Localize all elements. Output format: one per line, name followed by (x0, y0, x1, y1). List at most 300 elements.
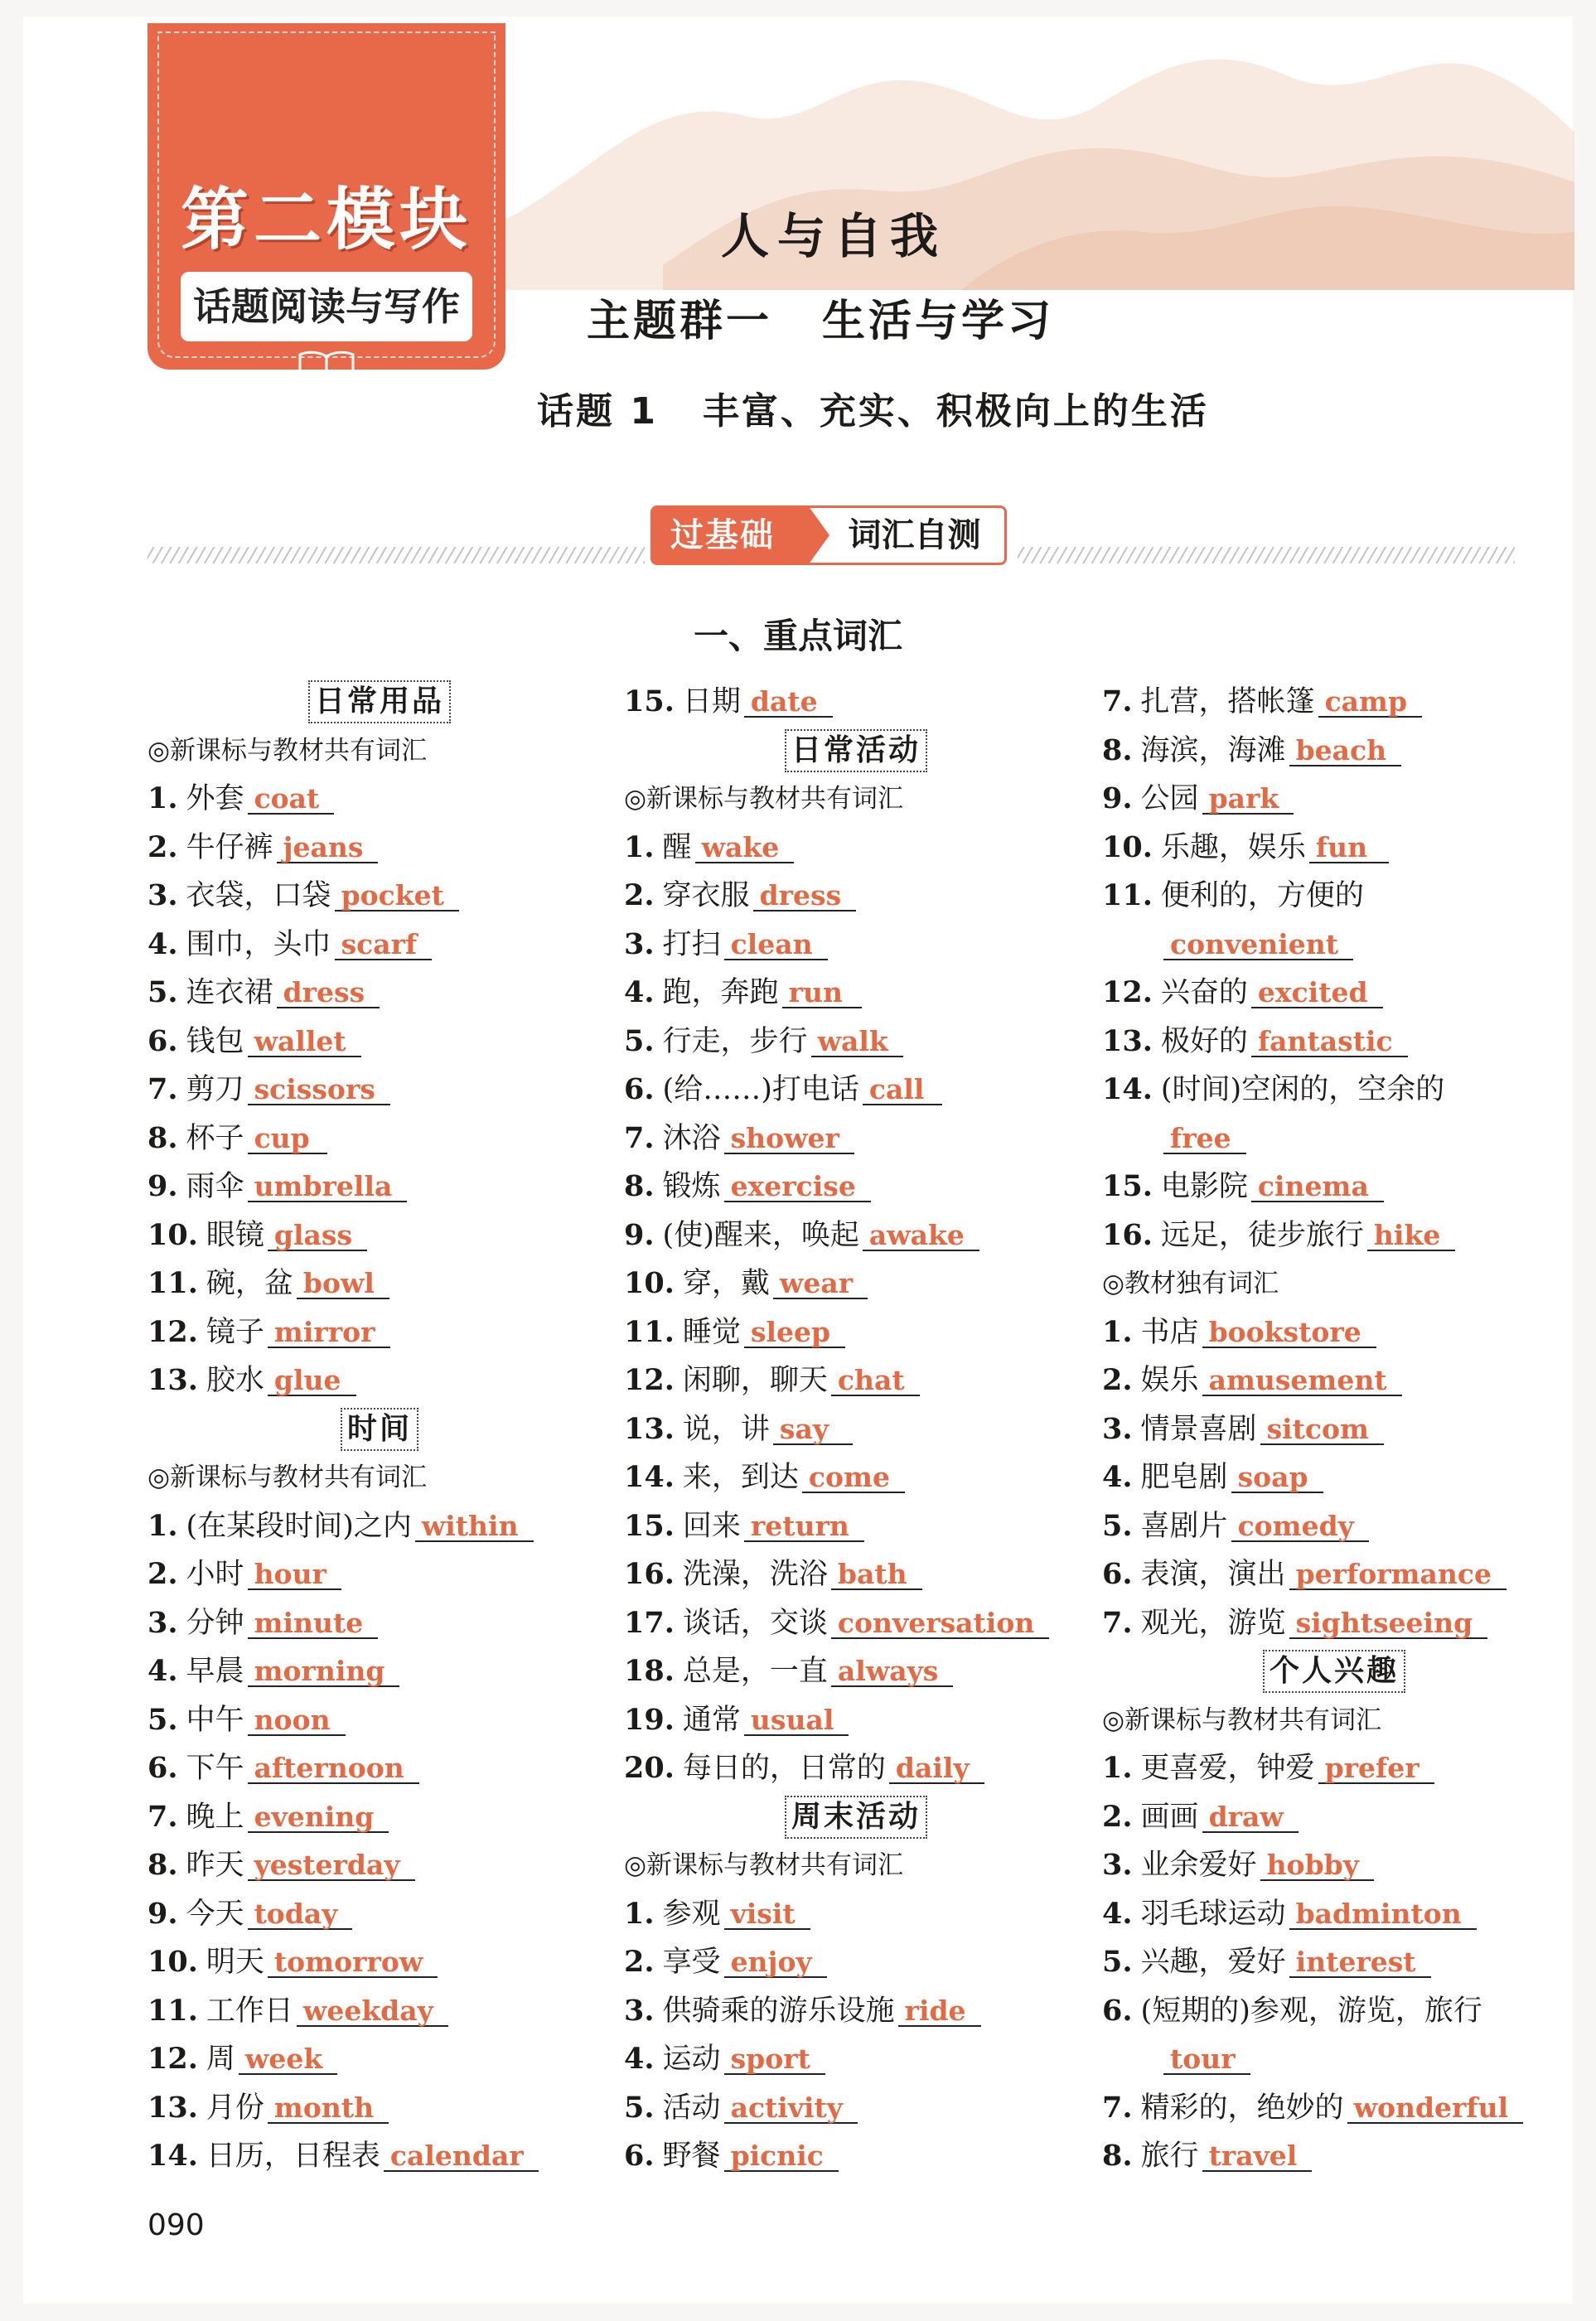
vocab-answer[interactable]: within (415, 1512, 534, 1542)
vocab-answer[interactable]: soap (1231, 1463, 1323, 1493)
vocab-chinese: 行走，步行 (662, 1024, 808, 1058)
vocab-item (148, 1793, 612, 1842)
vocab-chinese: 兴趣，爱好 (1140, 1946, 1286, 1979)
vocab-answer-continuation (1102, 921, 1566, 970)
vocab-number: 8. (148, 1120, 178, 1155)
vocab-answer[interactable]: come (802, 1463, 905, 1493)
vocab-answer[interactable]: wear (773, 1269, 868, 1299)
vocab-item (148, 1308, 612, 1357)
vocab-number: 13. (148, 2090, 198, 2125)
vocab-chinese: 极好的 (1160, 1024, 1248, 1058)
vocab-item (624, 2084, 1088, 2133)
vocab-answer[interactable]: jeans (277, 834, 379, 863)
vocab-item (148, 1163, 612, 1211)
vocab-answer[interactable]: return (744, 1512, 864, 1542)
vocab-item (1102, 1987, 1566, 2036)
vocab-chinese: (时间)空闲的，空余的 (1160, 1073, 1445, 1106)
vocab-answer[interactable]: ride (898, 1997, 981, 2027)
vocab-number: 8. (1102, 2139, 1133, 2173)
mountain-landscape-illustration (497, 17, 1574, 290)
vocab-number: 13. (148, 1363, 198, 1397)
banner-left-label: 过基础 (650, 505, 808, 565)
vocab-number: 6. (624, 2139, 655, 2173)
vocab-item (1102, 1890, 1566, 1939)
vocab-item (148, 2084, 612, 2133)
vocab-answer[interactable]: sitcom (1260, 1415, 1384, 1445)
vocab-item (624, 1356, 1088, 1405)
vocab-item (1102, 1938, 1566, 1987)
vocab-number: 5. (148, 1702, 178, 1737)
vocab-answer[interactable]: hour (248, 1560, 341, 1590)
vocab-answer[interactable]: today (248, 1900, 353, 1930)
vocab-number: 4. (148, 926, 178, 961)
vocab-number: 3. (148, 1605, 178, 1640)
vocab-item (148, 1599, 612, 1648)
vocab-answer[interactable]: tour (1163, 2045, 1250, 2075)
vocab-answer[interactable]: interest (1289, 1948, 1431, 1978)
vocab-answer[interactable]: bowl (297, 1269, 389, 1299)
vocab-number: 16. (624, 1557, 675, 1591)
vocab-chinese: 工作日 (206, 1994, 293, 2028)
vocab-chinese: 更喜爱，钟爱 (1140, 1752, 1315, 1785)
vocab-answer[interactable]: tomorrow (268, 1948, 438, 1978)
vocab-item (1102, 1502, 1566, 1551)
vocab-answer[interactable]: badminton (1289, 1900, 1477, 1930)
vocab-chinese: 野餐 (662, 2140, 721, 2173)
vocab-number: 14. (148, 2139, 198, 2173)
vocab-item (624, 1550, 1088, 1599)
vocab-number: 7. (1102, 1605, 1133, 1640)
vocab-item (1102, 1066, 1566, 1115)
vocab-item (148, 1502, 612, 1551)
vocab-answer[interactable]: shower (724, 1124, 854, 1154)
vocab-chinese: (短期的)参观，游览，旅行 (1140, 1994, 1482, 2028)
vocab-chinese: 穿衣服 (662, 879, 750, 912)
vocab-item (624, 1308, 1088, 1357)
vocab-answer[interactable]: clean (724, 931, 828, 960)
vocab-number: 6. (1102, 1993, 1133, 2028)
vocab-item (1102, 1599, 1566, 1648)
vocab-chinese: 明天 (206, 1946, 264, 1979)
vocab-answer[interactable]: visit (724, 1900, 810, 1930)
vocab-item (1102, 2084, 1566, 2133)
vocab-chinese: 碗，盆 (206, 1267, 293, 1300)
vocab-number: 14. (1102, 1072, 1153, 1106)
vocab-item (148, 1647, 612, 1696)
vocab-item (148, 1938, 612, 1987)
vocab-answer[interactable]: travel (1202, 2142, 1313, 2172)
vocab-chinese: 闲聊，聊天 (682, 1364, 828, 1397)
vocab-number: 9. (624, 1217, 655, 1252)
vocab-item (1102, 678, 1566, 727)
vocab-item (624, 921, 1088, 970)
vocab-item (148, 969, 612, 1018)
vocab-item (624, 1890, 1088, 1939)
vocab-item (1102, 1453, 1566, 1502)
vocab-number: 11. (624, 1314, 675, 1349)
vocab-item (624, 872, 1088, 921)
vocab-chinese: 总是，一直 (682, 1655, 828, 1688)
divider-stripes-right (1018, 547, 1515, 563)
vocab-chinese: 锻炼 (662, 1170, 721, 1203)
vocab-chinese: 胶水 (206, 1364, 264, 1397)
vocab-number: 5. (148, 975, 178, 1009)
vocab-item (148, 1550, 612, 1599)
vocab-chinese: 公园 (1140, 782, 1199, 815)
vocab-answer[interactable]: call (863, 1076, 942, 1105)
vocab-item (1102, 969, 1566, 1018)
banner-right-label: 词汇自测 (808, 505, 1007, 565)
vocab-answer[interactable]: yesterday (248, 1851, 415, 1881)
vocab-answer[interactable]: scarf (335, 931, 433, 960)
vocab-answer[interactable]: wallet (248, 1028, 361, 1057)
vocab-number: 11. (148, 1266, 198, 1300)
vocab-answer[interactable]: dress (753, 882, 857, 911)
category-label: 日常用品 (308, 680, 451, 723)
vocab-number: 4. (624, 2042, 655, 2076)
vocab-source-subheading: ◎新课标与教材共有词汇 (148, 735, 428, 766)
vocab-answer[interactable]: pocket (335, 882, 459, 911)
vocab-number: 3. (624, 1993, 655, 2028)
vocab-chinese: 镜子 (206, 1315, 264, 1349)
theme-group-label: 主题群一 (587, 296, 773, 346)
vocab-answer[interactable]: chat (831, 1366, 920, 1396)
vocab-number: 15. (1102, 1169, 1153, 1203)
vocab-number: 5. (624, 2090, 655, 2125)
vocab-item (1102, 727, 1566, 776)
vocab-answer[interactable]: glass (268, 1221, 367, 1251)
vocab-item (148, 2132, 612, 2181)
vocab-answer[interactable]: sightseeing (1289, 1609, 1488, 1639)
vocab-item (624, 1405, 1088, 1454)
vocab-number: 4. (1102, 1460, 1133, 1494)
vocab-chinese: 肥皂剧 (1140, 1461, 1228, 1494)
vocab-item (624, 1599, 1088, 1648)
vocab-number: 13. (1102, 1023, 1153, 1058)
vocab-answer[interactable]: activity (724, 2094, 858, 2124)
vocab-item (1102, 1018, 1566, 1066)
vocab-answer[interactable]: free (1163, 1124, 1246, 1154)
category-heading (148, 678, 612, 727)
vocab-number: 6. (624, 1072, 655, 1106)
vocab-item (624, 1453, 1088, 1502)
vocab-answer[interactable]: say (773, 1415, 853, 1445)
vocab-answer[interactable]: wake (695, 834, 795, 863)
category-heading (624, 727, 1088, 776)
topic-label: 话题 1 (537, 390, 658, 433)
vocab-item (148, 872, 612, 921)
vocab-item (624, 1115, 1088, 1163)
vocab-answer[interactable]: beach (1289, 737, 1402, 766)
vocab-answer[interactable]: afternoon (248, 1754, 419, 1784)
vocab-answer[interactable]: prefer (1318, 1754, 1434, 1784)
vocab-number: 20. (624, 1751, 675, 1785)
vocab-answer[interactable]: picnic (724, 2142, 839, 2172)
open-book-icon (297, 348, 356, 381)
vocab-chinese: 穿，戴 (682, 1267, 770, 1300)
vocab-item (624, 1260, 1088, 1308)
category-label: 时间 (341, 1408, 418, 1451)
vocab-answer[interactable]: sleep (744, 1318, 845, 1348)
vocab-item (148, 1356, 612, 1405)
vocab-number: 1. (148, 781, 178, 815)
vocab-number: 2. (148, 829, 178, 864)
vocab-answer[interactable]: fun (1309, 834, 1389, 863)
vocab-number: 8. (148, 1848, 178, 1882)
vocab-chinese: 雨伞 (186, 1170, 244, 1203)
vocab-chinese: 跑，奔跑 (662, 976, 779, 1009)
vocab-item (624, 1696, 1088, 1745)
vocab-number: 7. (148, 1072, 178, 1106)
vocab-answer[interactable]: cinema (1251, 1173, 1384, 1202)
vocab-chinese: 供骑乘的游乐设施 (662, 1994, 895, 2028)
vocab-number: 12. (148, 2042, 198, 2076)
vocab-source-subheading: ◎新课标与教材共有词汇 (624, 784, 904, 814)
vocab-chinese: 娱乐 (1140, 1364, 1199, 1397)
vocab-number: 1. (148, 1508, 178, 1543)
vocab-chinese: 连衣裙 (186, 976, 273, 1009)
vocab-chinese: 兴奋的 (1160, 976, 1248, 1009)
vocab-item (1102, 775, 1566, 824)
section-banner (650, 505, 1007, 565)
vocab-answer[interactable]: usual (744, 1706, 849, 1736)
vocab-chinese: 参观 (662, 1897, 721, 1931)
vocab-number: 11. (1102, 878, 1153, 912)
vocab-item (624, 1018, 1088, 1066)
vocab-number: 12. (624, 1363, 675, 1397)
vocab-answer[interactable]: park (1202, 785, 1294, 815)
module-title: 第二模块 (180, 181, 472, 259)
vocab-answer[interactable]: exercise (724, 1173, 871, 1202)
vocab-chinese: (给……)打电话 (662, 1073, 859, 1106)
vocab-chinese: 今天 (186, 1897, 244, 1931)
vocab-column-2 (624, 678, 1088, 2181)
vocab-item (148, 1696, 612, 1745)
vocab-number: 9. (148, 1169, 178, 1203)
page-number: 090 (148, 2208, 205, 2242)
vocab-number: 4. (1102, 1896, 1133, 1931)
vocab-chinese: 远足，徒步旅行 (1160, 1218, 1364, 1252)
vocab-item (624, 969, 1088, 1018)
vocab-number: 6. (1102, 1557, 1133, 1591)
vocab-source-subheading: ◎新课标与教材共有词汇 (624, 1850, 904, 1880)
vocab-answer[interactable]: sport (724, 2045, 825, 2075)
vocab-item (1102, 1356, 1566, 1405)
vocab-answer[interactable]: dress (277, 979, 380, 1008)
vocab-answer[interactable]: date (744, 688, 833, 718)
vocab-answer[interactable]: performance (1289, 1560, 1507, 1590)
vocab-item (1102, 872, 1566, 921)
vocab-number: 2. (624, 1945, 655, 1979)
vocab-number: 3. (624, 926, 655, 961)
vocab-chinese: 睡觉 (682, 1315, 741, 1349)
vocab-number: 5. (624, 1023, 655, 1058)
vocab-answer[interactable]: walk (811, 1028, 903, 1057)
vocab-chinese: 洗澡，洗浴 (682, 1558, 828, 1591)
vocab-item (148, 1018, 612, 1066)
vocab-item (148, 1260, 612, 1308)
topic-title: 丰富、充实、积极向上的生活 (702, 390, 1209, 433)
vocab-item (1102, 1308, 1566, 1357)
vocab-item (148, 921, 612, 970)
vocab-answer[interactable]: bookstore (1202, 1318, 1376, 1348)
vocab-chinese: 精彩的，绝妙的 (1140, 2091, 1344, 2125)
vocab-number: 15. (624, 1508, 675, 1543)
vocab-answer[interactable]: calendar (384, 2142, 539, 2172)
vocab-column-1 (148, 678, 612, 2181)
vocab-chinese: 业余爱好 (1140, 1849, 1257, 1882)
vocab-chinese: 分钟 (186, 1606, 244, 1640)
vocab-answer[interactable]: amusement (1202, 1366, 1402, 1396)
vocab-answer[interactable]: morning (248, 1657, 400, 1687)
vocab-answer[interactable]: minute (248, 1609, 379, 1639)
vocab-answer[interactable]: daily (889, 1754, 984, 1784)
vocab-number: 2. (624, 878, 655, 912)
vocab-chinese: 衣袋，口袋 (186, 879, 331, 912)
vocab-item (624, 1211, 1088, 1260)
vocab-answer[interactable]: awake (863, 1221, 979, 1251)
vocab-chinese: 围巾，头巾 (186, 927, 331, 961)
vocab-answer[interactable]: month (268, 2094, 389, 2124)
vocab-number: 8. (1102, 733, 1133, 767)
vocab-answer[interactable]: convenient (1163, 931, 1353, 960)
vocab-chinese: 早晨 (186, 1655, 244, 1688)
vocab-answer[interactable]: excited (1251, 979, 1383, 1008)
vocab-item (624, 2132, 1088, 2181)
vocab-item (148, 1987, 612, 2036)
vocab-answer[interactable]: run (782, 979, 862, 1008)
divider-stripes-left (148, 547, 645, 563)
vocab-answer[interactable]: wonderful (1347, 2094, 1524, 2124)
vocab-answer[interactable]: hike (1367, 1221, 1455, 1251)
vocab-source-subheading: ◎教材独有词汇 (1102, 1269, 1279, 1298)
vocab-chinese: 沐浴 (662, 1121, 721, 1155)
vocab-chinese: 羽毛球运动 (1140, 1897, 1286, 1931)
vocab-chinese: 日历，日程表 (206, 2140, 380, 2173)
vocab-number: 10. (148, 1945, 198, 1979)
vocab-answer[interactable]: weekday (297, 1997, 448, 2027)
vocab-answer[interactable]: mirror (268, 1318, 390, 1348)
vocab-chinese: 观光，游览 (1140, 1606, 1286, 1640)
vocab-number: 8. (624, 1169, 655, 1203)
vocab-chinese: 运动 (662, 2043, 721, 2076)
vocab-item (624, 1502, 1088, 1551)
vocab-chinese: 扎营，搭帐篷 (1140, 685, 1315, 718)
vocab-source-subheading: ◎新课标与教材共有词汇 (1102, 1704, 1382, 1735)
vocab-item (1102, 2132, 1566, 2181)
vocab-item (1102, 824, 1566, 873)
main-title: 人与自我 (721, 208, 947, 264)
vocab-answer-continuation (1102, 2035, 1566, 2084)
vocab-chinese: 活动 (662, 2091, 721, 2125)
vocab-chinese: 日期 (682, 685, 741, 718)
vocab-item (148, 775, 612, 824)
vocab-answer[interactable]: hobby (1260, 1851, 1374, 1881)
vocab-answer[interactable]: glue (268, 1366, 356, 1396)
vocab-chinese: 情景喜剧 (1140, 1412, 1257, 1446)
vocab-number: 12. (148, 1314, 198, 1349)
vocab-answer[interactable]: bath (831, 1560, 922, 1590)
vocab-number: 4. (624, 975, 655, 1009)
vocab-item (148, 1841, 612, 1890)
vocab-chinese: (在某段时间)之内 (186, 1509, 412, 1543)
vocab-answer[interactable]: cup (248, 1124, 327, 1154)
vocab-item (624, 1066, 1088, 1115)
vocab-chinese: 来，到达 (682, 1461, 799, 1494)
vocab-number: 5. (1102, 1945, 1133, 1979)
vocab-answer[interactable]: fantastic (1251, 1028, 1408, 1057)
vocab-answer[interactable]: camp (1318, 688, 1422, 718)
vocab-answer[interactable]: comedy (1231, 1512, 1369, 1542)
category-label: 个人兴趣 (1263, 1650, 1405, 1693)
vocab-item (624, 2035, 1088, 2084)
vocab-item (624, 1987, 1088, 2036)
vocab-answer[interactable]: noon (248, 1706, 346, 1736)
vocab-chinese: (使)醒来，唤起 (662, 1218, 859, 1252)
vocab-answer[interactable]: scissors (248, 1076, 390, 1105)
vocab-number: 15. (624, 684, 675, 718)
category-label: 周末活动 (785, 1796, 927, 1839)
vocab-number: 1. (624, 829, 655, 864)
vocab-chinese: 海滨，海滩 (1140, 733, 1286, 767)
vocab-chinese: 醒 (662, 830, 692, 864)
vocab-item (624, 824, 1088, 873)
vocab-item (1102, 1211, 1566, 1260)
vocab-number: 1. (1102, 1314, 1133, 1349)
vocab-number: 6. (148, 1023, 178, 1058)
vocab-answer[interactable]: umbrella (248, 1173, 408, 1202)
category-label: 日常活动 (785, 729, 927, 772)
vocab-chinese: 电影院 (1160, 1170, 1248, 1203)
vocab-chinese: 通常 (682, 1703, 741, 1737)
vocab-number: 14. (624, 1460, 675, 1494)
vocab-number: 1. (1102, 1751, 1133, 1785)
vocab-number: 5. (1102, 1508, 1133, 1543)
vocab-item (1102, 1841, 1566, 1890)
vocab-number: 7. (1102, 684, 1133, 718)
vocab-number: 3. (1102, 1411, 1133, 1446)
vocab-item (148, 1115, 612, 1163)
vocab-answer[interactable]: week (239, 2045, 337, 2075)
vocab-item (148, 1744, 612, 1793)
vocab-answer[interactable]: coat (248, 785, 335, 815)
vocab-chinese: 中午 (186, 1703, 244, 1737)
vocab-answer[interactable]: draw (1202, 1803, 1299, 1833)
vocab-item (148, 1890, 612, 1939)
vocab-chinese: 说，讲 (682, 1412, 770, 1446)
vocab-chinese: 剪刀 (186, 1073, 244, 1106)
vocab-chinese: 画画 (1140, 1800, 1199, 1834)
vocab-answer[interactable]: always (831, 1657, 953, 1687)
vocab-answer[interactable]: evening (248, 1803, 389, 1833)
theme-group-heading (587, 286, 1054, 348)
vocab-number: 9. (1102, 781, 1133, 815)
vocab-item (624, 678, 1088, 727)
vocab-item (624, 1744, 1088, 1793)
vocab-chinese: 表演，演出 (1140, 1558, 1286, 1591)
vocab-item (624, 1647, 1088, 1696)
vocab-chinese: 钱包 (186, 1024, 244, 1058)
vocab-number: 11. (148, 1993, 198, 2028)
vocab-chinese: 下午 (186, 1752, 244, 1785)
vocab-chinese: 回来 (682, 1509, 741, 1543)
vocab-answer[interactable]: enjoy (724, 1948, 827, 1978)
vocab-answer[interactable]: conversation (831, 1609, 1049, 1639)
vocab-number: 9. (148, 1896, 178, 1931)
vocab-number: 10. (1102, 829, 1153, 864)
vocab-chinese: 昨天 (186, 1849, 244, 1882)
category-heading (148, 1405, 612, 1454)
